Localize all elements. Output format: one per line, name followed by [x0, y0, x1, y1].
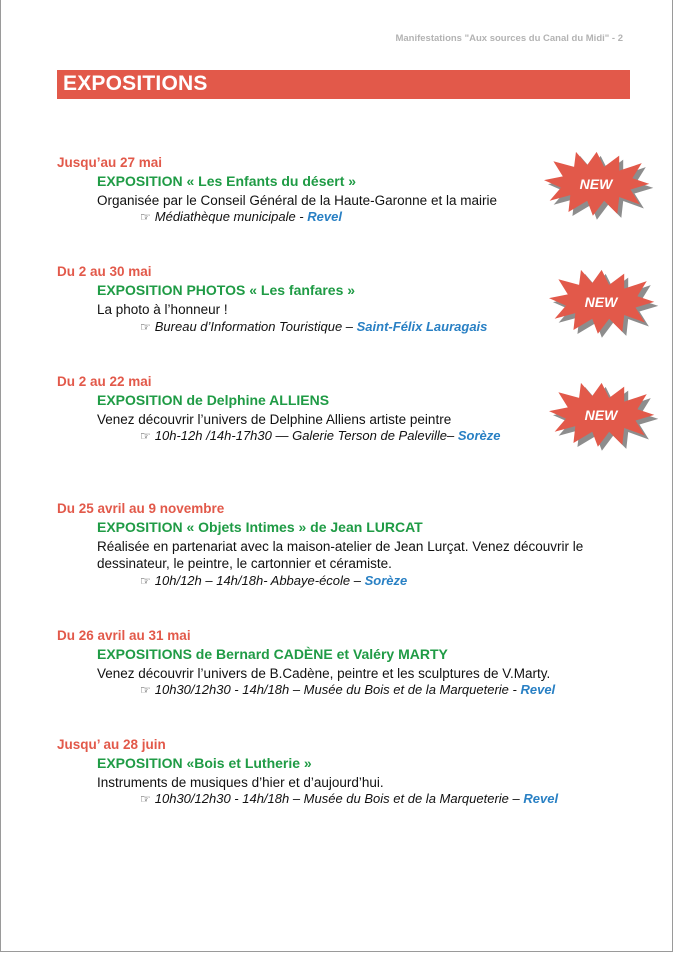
svg-text:NEW: NEW	[584, 294, 618, 310]
event-date: Du 26 avril au 31 mai	[57, 628, 191, 643]
event-description: Instruments de musiques d’hier et d’aujourd’hui.	[97, 775, 384, 790]
pointing-hand-icon: ☞	[140, 574, 151, 588]
event-venue: Médiathèque municipale -	[154, 209, 308, 224]
event-title: EXPOSITION « Les Enfants du désert »	[97, 173, 357, 189]
event-description: Venez découvrir l’univers de Delphine Alliens artiste peintre	[97, 412, 452, 427]
pointing-hand-icon: ☞	[140, 792, 151, 806]
pointing-hand-icon: ☞	[140, 683, 151, 697]
event-venue: 10h-12h /14h-17h30 — Galerie Terson de Paleville–	[154, 428, 458, 443]
event-title: EXPOSITIONS de Bernard CADÈNE et Valéry MARTY	[97, 646, 448, 662]
running-header: Manifestations "Aux sources du Canal du Midi" - 2	[395, 33, 623, 44]
event-description: Réalisée en partenariat avec la maison-atelier de Jean Lurçat. Venez découvrir le dessinateur, le peintre, le cartonnier et céramiste.	[97, 539, 584, 571]
event-location	[140, 573, 407, 588]
event-title: EXPOSITION de Delphine ALLIENS	[97, 392, 330, 408]
event-venue: 10h/12h – 14h/18h- Abbaye-école –	[154, 573, 365, 588]
event-town: Revel	[523, 791, 559, 806]
event-location	[140, 682, 555, 697]
event-town: Revel	[307, 209, 342, 224]
event-date: Du 2 au 22 mai	[57, 374, 152, 389]
event-date: Jusqu’au 27 mai	[57, 155, 163, 170]
new-badge	[549, 268, 661, 338]
event-location	[140, 319, 487, 334]
section-banner	[57, 70, 630, 99]
event-title: EXPOSITION «Bois et Lutherie »	[97, 755, 312, 771]
event-town: Sorèze	[364, 573, 408, 588]
pointing-hand-icon: ☞	[140, 210, 151, 224]
new-starburst-icon	[549, 268, 661, 338]
event-venue: Bureau d’Information Touristique –	[154, 319, 357, 334]
event-venue: 10h30/12h30 - 14h/18h – Musée du Bois et de la Marqueterie -	[154, 682, 521, 697]
pointing-hand-icon: ☞	[140, 320, 151, 334]
event-venue: 10h30/12h30 - 14h/18h – Musée du Bois et de la Marqueterie –	[154, 791, 524, 806]
event-title: EXPOSITION « Objets Intimes » de Jean LURCAT	[97, 519, 423, 535]
svg-text:NEW: NEW	[579, 176, 613, 192]
pointing-hand-icon: ☞	[140, 429, 151, 443]
svg-text:NEW: NEW	[584, 407, 618, 423]
new-badge	[549, 381, 661, 451]
new-badge	[544, 150, 656, 220]
new-starburst-icon	[544, 150, 656, 220]
event-date: Jusqu’ au 28 juin	[57, 737, 166, 752]
event-town: Saint-Félix Lauragais	[356, 319, 488, 334]
event-location	[140, 428, 500, 443]
event-town: Sorèze	[457, 428, 501, 443]
event-title: EXPOSITION PHOTOS « Les fanfares »	[97, 282, 356, 298]
event-description: La photo à l’honneur !	[97, 302, 228, 317]
event-town: Revel	[520, 682, 556, 697]
event-location	[140, 209, 342, 224]
section-title: EXPOSITIONS	[63, 72, 208, 95]
event-location	[140, 791, 558, 806]
event-date: Du 25 avril au 9 novembre	[57, 501, 225, 516]
event-date: Du 2 au 30 mai	[57, 264, 152, 279]
event-description: Venez découvrir l’univers de B.Cadène, peintre et les sculptures de V.Marty.	[97, 666, 551, 681]
event-description: Organisée par le Conseil Général de la Haute-Garonne et la mairie	[97, 193, 497, 208]
new-starburst-icon	[549, 381, 661, 451]
